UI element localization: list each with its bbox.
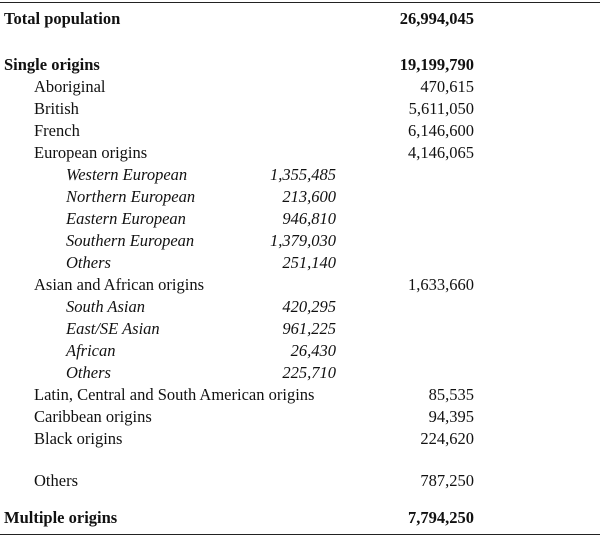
- row-value: 4,146,065: [408, 143, 474, 162]
- row-subvalue: 251,140: [282, 253, 336, 272]
- table-row: [0, 186, 600, 208]
- table-row: [0, 230, 600, 252]
- row-label: Caribbean origins: [34, 407, 152, 426]
- row-value: 19,199,790: [399, 55, 474, 74]
- table-row: [0, 98, 600, 120]
- bottom-rule: [0, 534, 600, 535]
- table-row: [0, 318, 600, 340]
- row-value: 7,794,250: [408, 508, 474, 527]
- row-subvalue: 1,379,030: [270, 231, 336, 250]
- row-label: Single origins: [4, 55, 100, 74]
- row-value: 94,395: [428, 407, 474, 426]
- row-subvalue: 26,430: [290, 341, 336, 360]
- row-label: French: [34, 121, 80, 140]
- row-label: Total population: [4, 9, 121, 28]
- table-row: [0, 384, 600, 406]
- table-row: [0, 252, 600, 274]
- row-label: Asian and African origins: [34, 275, 205, 294]
- table-row: [0, 362, 600, 384]
- row-subvalue: 420,295: [282, 297, 336, 316]
- row-label: European origins: [34, 143, 148, 162]
- row-value: 1,633,660: [408, 275, 474, 294]
- table-row: [0, 428, 600, 450]
- table-row: [0, 164, 600, 186]
- row-label: East/SE Asian: [66, 319, 160, 338]
- row-subvalue: 946,810: [282, 209, 336, 228]
- table-row: [0, 296, 600, 318]
- table-row: [0, 507, 600, 529]
- row-label: Western European: [66, 165, 188, 184]
- row-label: Others: [66, 253, 111, 272]
- row-value: 224,620: [420, 429, 474, 448]
- row-subvalue: 961,225: [282, 319, 336, 338]
- table-row: [0, 120, 600, 142]
- row-label: South Asian: [66, 297, 145, 316]
- row-label: Others: [34, 471, 78, 490]
- row-label: Multiple origins: [4, 508, 118, 527]
- table-row: [0, 54, 600, 76]
- row-value: 5,611,050: [408, 99, 474, 118]
- row-label: Black origins: [34, 429, 123, 448]
- row-subvalue: 213,600: [282, 187, 336, 206]
- table-row: [0, 340, 600, 362]
- row-label: Southern European: [66, 231, 195, 250]
- row-value: 787,250: [420, 471, 474, 490]
- row-label: Northern European: [66, 187, 196, 206]
- table-row: [0, 142, 600, 164]
- row-label: Others: [66, 363, 111, 382]
- row-label: British: [34, 99, 79, 118]
- table-row: [0, 274, 600, 296]
- table-row: [0, 406, 600, 428]
- row-value: 85,535: [428, 385, 474, 404]
- table-row: [0, 208, 600, 230]
- row-value: 6,146,600: [408, 121, 474, 140]
- row-subvalue: 225,710: [282, 363, 336, 382]
- row-label: Latin, Central and South American origins: [34, 385, 315, 404]
- table-row: [0, 470, 600, 492]
- row-value: 26,994,045: [399, 9, 474, 28]
- row-label: Aboriginal: [34, 77, 106, 96]
- row-subvalue: 1,355,485: [270, 165, 336, 184]
- row-label: Eastern European: [66, 209, 186, 228]
- row-value: 470,615: [420, 77, 474, 96]
- table-row: [0, 76, 600, 98]
- row-label: African: [66, 341, 116, 360]
- table-row: [0, 8, 600, 30]
- top-rule: [0, 2, 600, 3]
